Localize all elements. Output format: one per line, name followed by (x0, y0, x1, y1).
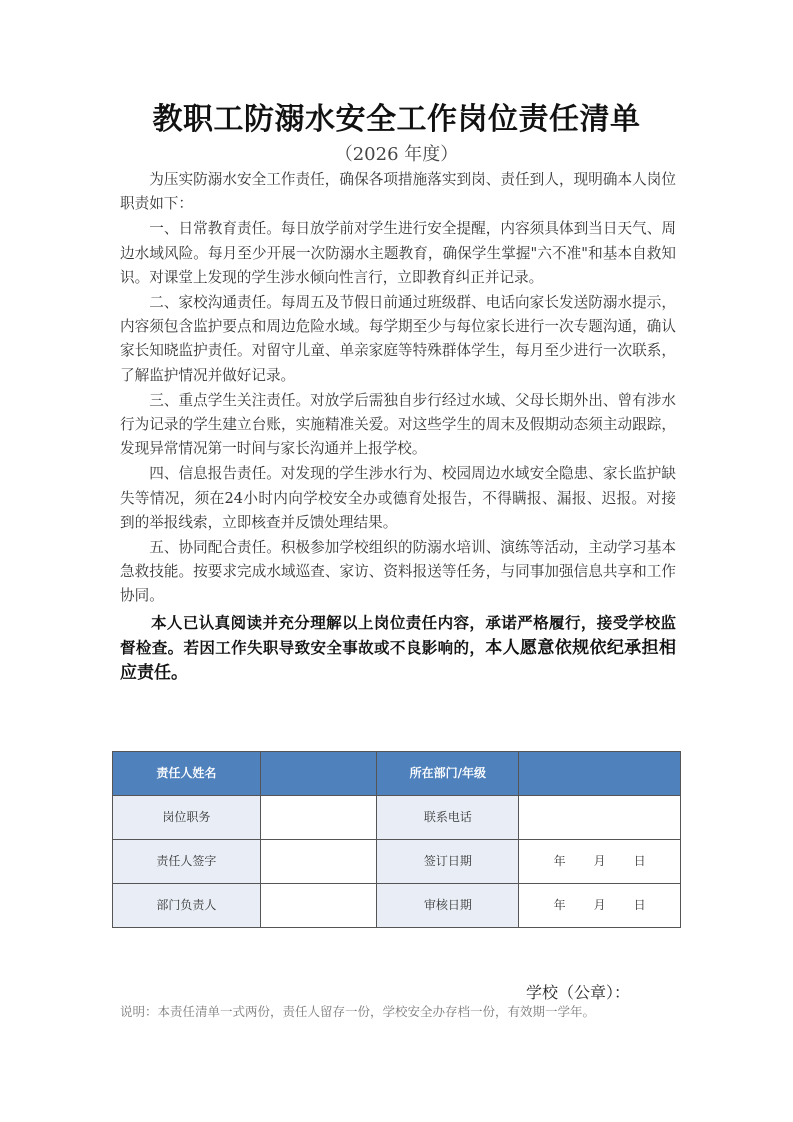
date-day-unit: 日 (633, 854, 646, 868)
dept-field[interactable] (519, 752, 681, 796)
duty-paragraph-communication: 二、家校沟通责任。每周五及节假日前通过班级群、电话向家长发送防溺水提示，内容须包含监护要点和周边危险水域。每学期至少与每位家长进行一次专题沟通，确认家长知晓监护责任。对留守儿童、单亲家庭等特殊群体学生，每月至少进行一次联系，了解监护情况并做好记录。 (120, 294, 676, 384)
position-field[interactable] (260, 796, 377, 840)
document-title: 教职工防溺水安全工作岗位责任清单 (152, 102, 641, 137)
phone-field[interactable] (519, 796, 681, 840)
intro-paragraph: 为压实防溺水安全工作责任，确保各项措施落实到岗、责任到人，现明确本人岗位职责如下： (120, 171, 676, 213)
date-month-unit: 月 (593, 898, 606, 912)
dept-label: 所在部门/年级 (377, 752, 519, 796)
name-label: 责任人姓名 (113, 752, 261, 796)
duty-paragraph-cooperation: 五、协同配合责任。积极参加学校组织的防溺水培训、演练等活动，主动学习基本急救技能。按要求完成水域巡查、家访、资料报送等任务，与同事加强信息共享和工作协同。 (120, 539, 676, 605)
document-year: （2026 年度） (334, 144, 459, 165)
footer-note: 说明：本责任清单一式两份，责任人留存一份，学校安全办存档一份，有效期一学年。 (120, 1004, 596, 1019)
sign-date-label: 签订日期 (377, 840, 519, 884)
name-field[interactable] (260, 752, 377, 796)
dept-head-field[interactable] (260, 884, 377, 928)
sign-date-field[interactable] (519, 840, 681, 884)
document-body (120, 168, 676, 686)
school-seal-label: 学校（公章）： (526, 983, 631, 1002)
pledge-paragraph (120, 611, 676, 686)
position-label: 岗位职务 (113, 796, 261, 840)
duty-paragraph-reporting: 四、信息报告责任。对发现的学生涉水行为、校园周边水域安全隐患、家长监护缺失等情况，须在24小时内向学校安全办或德育处报告，不得瞒报、漏报、迟报。对接到的举报线索，立即核查并反馈处理结果。 (120, 465, 676, 531)
table-row (113, 884, 681, 928)
duty-paragraph-education: 一、日常教育责任。每日放学前对学生进行安全提醒，内容须具体到当日天气、周边水域风险。每月至少开展一次防溺水主题教育，确保学生掌握"六不准"和基本自救知识。对课堂上发现的学生涉水倾向性言行，立即教育纠正并记录。 (120, 220, 676, 286)
responsibility-form-table (112, 751, 681, 928)
date-year-unit: 年 (553, 898, 566, 912)
signature-label: 责任人签字 (113, 840, 261, 884)
table-row (113, 752, 681, 796)
dept-head-label: 部门负责人 (113, 884, 261, 928)
date-day-unit: 日 (633, 898, 646, 912)
review-date-field[interactable] (519, 884, 681, 928)
phone-label: 联系电话 (377, 796, 519, 840)
date-year-unit: 年 (553, 854, 566, 868)
pledge-text: 本人已认真阅读并充分理解以上岗位责任内容，承诺严格履行，接受学校监督检查。若因工作失职导致安全事故或不良影响的， (120, 613, 676, 657)
date-month-unit: 月 (593, 854, 606, 868)
table-row (113, 840, 681, 884)
review-date-label: 审核日期 (377, 884, 519, 928)
duty-paragraph-key-students: 三、重点学生关注责任。对放学后需独自步行经过水域、父母长期外出、曾有涉水行为记录的学生建立台账，实施精准关爱。对这些学生的周末及假期动态须主动跟踪，发现异常情况第一时间与家长沟通并上报学校。 (120, 391, 676, 458)
signature-field[interactable] (260, 840, 377, 884)
pledge-text-large: 本人愿意依规依纪承担相应责任。 (120, 637, 676, 683)
table-row (113, 796, 681, 840)
